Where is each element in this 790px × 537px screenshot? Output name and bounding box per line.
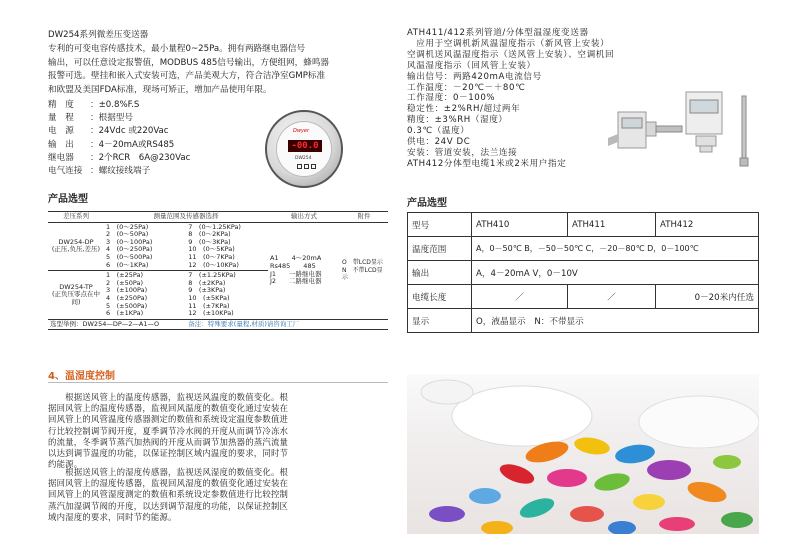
row-label: 显示 — [408, 309, 472, 333]
table-footer-row — [48, 319, 388, 330]
gauge-face — [276, 121, 332, 177]
row-label: 温度范围 — [408, 237, 472, 261]
range-item: 11 (0～7KPa) — [188, 252, 235, 261]
section-4-title: 4、温湿度控制 — [48, 371, 115, 382]
table-cell: 0－20米内任选 — [656, 285, 759, 309]
range-item: 4 (0～250Pa) — [106, 245, 153, 254]
table-row — [408, 261, 759, 285]
table-cell: ／ — [568, 285, 656, 309]
pills-group — [429, 435, 753, 534]
note-cell: 备注：特殊要求(量程,材质)请咨询工厂 — [186, 319, 388, 330]
range-cell — [186, 271, 268, 320]
table-row — [408, 237, 759, 261]
table-header: 附件 — [340, 212, 388, 223]
table-row — [48, 222, 388, 271]
pills-photo — [407, 374, 759, 534]
table-cell: ATH410 — [472, 213, 568, 237]
pills-illustration — [407, 374, 759, 534]
intro-line: 和欧盟及美国FDA标准，现场可矫正，增加产品使用年限。 — [48, 84, 272, 95]
row-label: 型号 — [408, 213, 472, 237]
range-item: 10 (0～5KPa) — [188, 245, 235, 254]
range-item: 10 (±5KPa) — [188, 293, 230, 302]
spec-label: 输 出 — [48, 139, 74, 150]
range-cell — [186, 222, 268, 271]
table-cell: ATH412 — [656, 213, 759, 237]
section-divider — [48, 382, 388, 383]
range-item: 5 (±500Pa) — [106, 301, 148, 310]
ath-line: 工作温度：－20℃－＋80℃ — [407, 82, 526, 93]
intro-line: 报警可选。壁挂和嵌入式安装可选，产品美观大方，符合洁净室GMP标准 — [48, 71, 326, 81]
gauge-button-icon — [297, 164, 302, 169]
spec-value: ：4－20mA或RS485 — [90, 139, 175, 150]
accessory-cell: O 带LCD显示 N 不带LCD显示 — [340, 222, 388, 319]
probe-rod — [742, 96, 746, 160]
ath-line: ATH412分体型电缆1米或2米用户指定 — [407, 158, 567, 169]
table-header-row — [48, 212, 388, 223]
gauge-display: -00.0 — [288, 140, 322, 152]
table-header: 输出方式 — [268, 212, 340, 223]
para-line: 的流量，冬季调节蒸汽加热阀的开度从而调节加热器的蒸汽流量 — [48, 436, 289, 447]
range-item: 7 (±1.25KPa) — [188, 271, 236, 280]
spec-label: 电 源 — [48, 126, 74, 137]
row-label: 电缆长度 — [408, 285, 472, 309]
spec-row — [48, 112, 190, 125]
temperature-control-paragraph — [48, 392, 388, 470]
table-row — [408, 309, 759, 333]
gauge-button-icon — [304, 164, 309, 169]
intro-line: 专利的可变电容传感技术，最小量程0~25Pa。拥有两路继电器信号 — [48, 44, 306, 54]
spec-row — [48, 165, 190, 178]
table-cell: A，0－50℃ B，－50－50℃ C，－20－80℃ D，0－100℃ — [472, 237, 759, 261]
table-cell: A，4－20mA V，0－10V — [472, 261, 759, 285]
series-cell: DW254-TP (正负压零点在中间) — [48, 271, 104, 320]
series-cell: DW254-DP (正压,负压,差压) — [48, 222, 104, 271]
ath-sensor-image — [608, 82, 758, 180]
row-label: 输出 — [408, 261, 472, 285]
range-item: 3 (0～100Pa) — [106, 237, 153, 246]
dw254-gauge-image — [265, 110, 343, 188]
intro-line: 输出，可以任意设定报警值，MODBUS 485信号输出，方便组网，蜂鸣器 — [48, 57, 330, 68]
para-line: 域内湿度的要求，同时节约能源。 — [48, 511, 177, 522]
para-line: 根据送风管上的温度传感器，监视送风温度的数值变化。根 — [48, 392, 289, 402]
para-line: 回风管上的风管湿度测定的数值和系统设定参数值进行比较控制 — [48, 489, 289, 500]
range-item: 8 (±2KPa) — [188, 278, 226, 287]
spec-row — [48, 125, 190, 138]
para-line: 根据送风管上的湿度传感器，监视送风湿度的数值变化。根 — [48, 467, 289, 477]
gauge-model-label: DW254 — [295, 156, 312, 161]
table-header: 测量范围及传感器选择 — [104, 212, 268, 223]
right-section-title: 产品选型 — [407, 198, 447, 209]
range-item: 11 (±7KPa) — [188, 301, 230, 310]
spec-value: ：根据型号 — [90, 113, 133, 124]
para-line: 行比较控制调节阀开度，夏季调节冷水阀的开度从而调节冷冻水 — [48, 425, 289, 436]
para-line: 约能源。 — [48, 459, 83, 470]
range-item: 12 (±10KPa) — [188, 309, 234, 318]
ath-line: 风温湿度指示（回风管上安装） — [407, 60, 536, 71]
table-cell: ATH411 — [568, 213, 656, 237]
range-item: 1 (±25Pa) — [106, 271, 144, 280]
dw254-selection-table — [48, 211, 388, 330]
spec-label: 电气连接 — [48, 166, 83, 177]
spec-row — [48, 152, 190, 165]
range-item: 2 (0～50Pa) — [106, 230, 149, 239]
range-item: 6 (±1KPa) — [106, 309, 144, 318]
ath-spec-list — [407, 28, 614, 170]
para-line: 蒸汽加湿调节阀的开度，以达到调节湿度的功能，以保证控制区 — [48, 500, 289, 511]
range-item: 3 (±100Pa) — [106, 286, 148, 295]
range-item: 12 (0～10KPa) — [188, 260, 239, 269]
ath-line: 精度：±3%RH（湿度） — [407, 115, 508, 126]
ath-line: ATH411/412系列管道/分体型温湿度变送器 — [407, 28, 589, 38]
ath-line: 0.3℃（温度） — [407, 126, 470, 137]
range-item: 6 (0～1KPa) — [106, 260, 149, 269]
left-section-title: 产品选型 — [48, 194, 88, 205]
sensor-display — [622, 118, 642, 128]
ath-line: 供电：24V DC — [407, 137, 471, 148]
ath-line: 空调机送风温湿度指示（送风管上安装）、空调机回 — [407, 49, 615, 60]
humidity-control-paragraph — [48, 467, 388, 523]
ath-line: 工作湿度：0－100% — [407, 93, 496, 104]
spec-value: ：24Vdc 或220Vac — [90, 126, 169, 137]
output-cell: A1 4～20mA Rs485 485 J1 一路继电器 J2 二路继电器 — [268, 222, 340, 319]
spec-value: ：2个RCR 6A@230Vac — [90, 152, 191, 163]
dw254-title: DW254系列微差压变送器 — [48, 30, 149, 40]
range-item: 4 (±250Pa) — [106, 293, 148, 302]
table-header: 差压系列 — [48, 212, 104, 223]
example-cell: 选型举例：DW254—DP—2—A1—O — [48, 319, 186, 330]
sensor-probe — [656, 126, 682, 132]
table-row — [408, 213, 759, 237]
spec-value: ：螺纹接线端子 — [90, 166, 151, 177]
range-item: 7 (0～1.25KPa) — [188, 222, 241, 231]
ath-line: 安装：管道安装，法兰连接 — [407, 147, 518, 158]
range-cell — [104, 222, 186, 271]
ath-line: 应用于空调机新风温湿度指示（新风管上安装） — [407, 38, 610, 49]
para-line: 回风管上的风管温度传感器测定的数值和系统设定温度参数值进 — [48, 414, 289, 425]
table-cell: ／ — [472, 285, 568, 309]
spec-label: 继电器 — [48, 152, 74, 163]
ath-line: 稳定性：±2%RH/超过两年 — [407, 104, 521, 115]
range-cell — [104, 271, 186, 320]
ath-line: 输出信号：两路420mA电流信号 — [407, 71, 542, 82]
range-item: 9 (±3KPa) — [188, 286, 226, 295]
spec-row — [48, 139, 190, 152]
para-line: 据回风管上的湿度传感器，监视回风湿度的数值变化通过安装在 — [48, 478, 289, 489]
range-item: 2 (±50Pa) — [106, 278, 144, 287]
para-line: 据回风管上的温度传感器，监视回风温度的数值变化通过安装在 — [48, 403, 289, 414]
dw254-intro — [48, 43, 329, 97]
pill-bottle — [639, 396, 759, 448]
ath-selection-table — [407, 212, 759, 333]
dw254-spec-list — [48, 99, 190, 178]
table-row — [408, 285, 759, 309]
spec-label: 量 程 — [48, 113, 74, 124]
table-cell: O，液晶显示 N：不带显示 — [472, 309, 759, 333]
gauge-button-icon — [311, 164, 316, 169]
pill-bottle — [452, 386, 592, 446]
para-line: 以达到调节温度的功能，以保证控制区域内温度的要求，同时节 — [48, 448, 289, 459]
spec-row — [48, 99, 190, 112]
range-item: 5 (0～500Pa) — [106, 252, 153, 261]
range-item: 8 (0～2KPa) — [188, 230, 231, 239]
gauge-logo: Dwyer — [293, 128, 310, 134]
spec-value: ：±0.8%F.S — [90, 100, 140, 110]
sensor-housing — [618, 112, 646, 148]
range-item: 9 (0～3KPa) — [188, 237, 231, 246]
range-item: 1 (0～25Pa) — [106, 222, 149, 231]
spec-label: 精 度 — [48, 100, 74, 110]
